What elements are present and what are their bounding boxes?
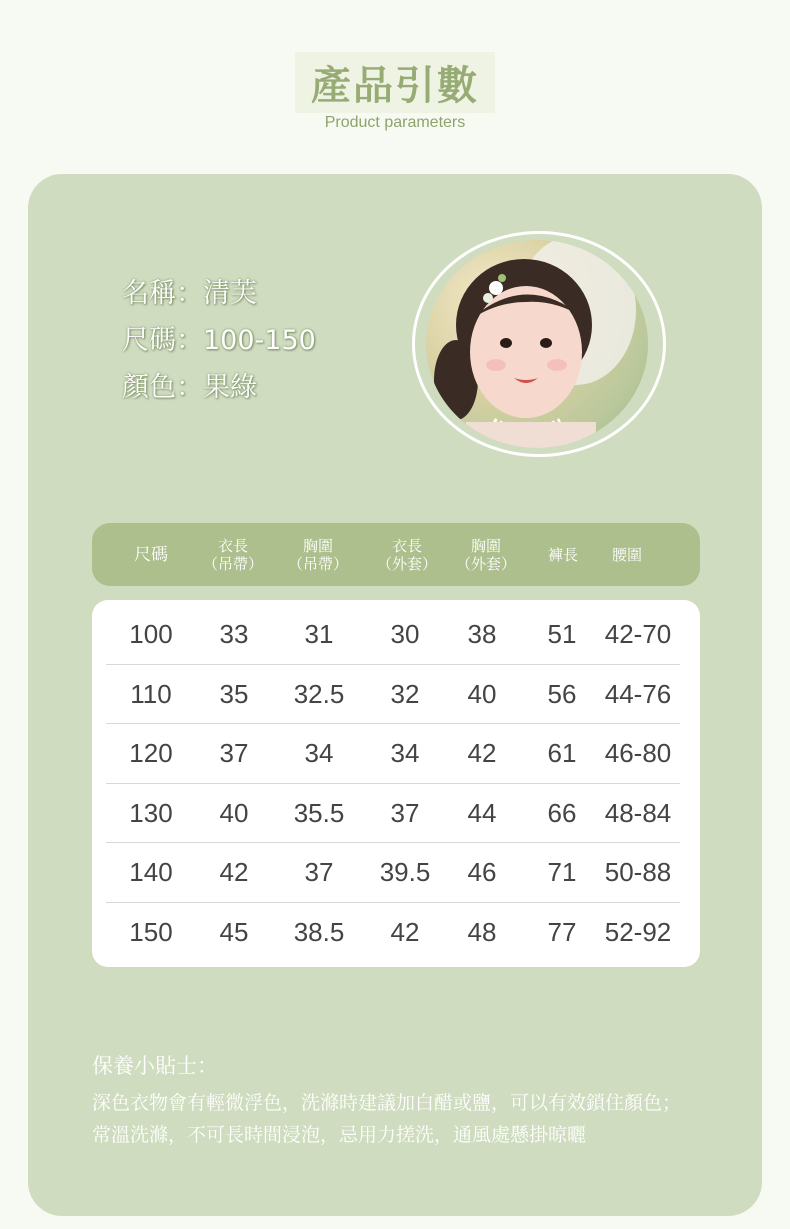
- cell-length-strap: 42: [219, 857, 249, 887]
- header-bust-strap: 胸圍 （吊帶）: [287, 536, 348, 573]
- header-waist: 腰圍: [611, 545, 642, 564]
- page-subtitle: Product parameters: [324, 114, 466, 131]
- page-title: 產品引數: [311, 63, 479, 109]
- header-length-jacket: 衣長 （外套）: [376, 536, 437, 573]
- cell-waist: 52-92: [604, 916, 672, 947]
- cell-pants-length: 56: [547, 678, 577, 709]
- cell-pants-length: 66: [547, 797, 577, 828]
- cell-bust-strap: 31: [304, 619, 334, 649]
- product-color: 顏色：果綠: [122, 372, 257, 403]
- product-name: 名稱：清芙: [122, 278, 257, 309]
- cell-bust-strap: 32.5: [293, 678, 345, 709]
- header-size: 尺碼: [134, 544, 168, 565]
- header-length-strap: 衣長 （吊帶）: [202, 536, 263, 573]
- header-pants-length: 褲長: [547, 545, 578, 564]
- cell-bust-jacket: 38: [467, 619, 497, 649]
- cell-bust-jacket: 40: [467, 678, 497, 709]
- cell-size: 150: [129, 916, 173, 947]
- table-row: [106, 843, 680, 903]
- table-row: [106, 784, 680, 844]
- cell-length-strap: 35: [219, 678, 249, 709]
- cell-length-strap: 40: [219, 797, 249, 828]
- cell-bust-jacket: 48: [467, 916, 497, 947]
- cell-length-jacket: 42: [390, 916, 420, 947]
- cell-length-strap: 37: [219, 738, 249, 768]
- table-row: [106, 665, 680, 725]
- cell-size: 130: [129, 797, 173, 828]
- table-row: [106, 903, 680, 963]
- product-info: [122, 270, 316, 411]
- care-tips-title: 保養小貼士：: [92, 1054, 218, 1078]
- cell-bust-jacket: 42: [467, 738, 497, 768]
- cell-bust-strap: 38.5: [293, 916, 345, 947]
- header-bust-jacket: 胸圍 （外套）: [455, 536, 516, 573]
- cell-waist: 46-80: [604, 738, 672, 768]
- cell-waist: 48-84: [604, 797, 672, 828]
- table-row: [106, 605, 680, 665]
- cell-size: 140: [129, 857, 173, 887]
- product-size-range: 尺碼：100-150: [122, 325, 316, 356]
- size-table-header: [92, 523, 700, 586]
- table-row: [106, 724, 680, 784]
- cell-bust-strap: 35.5: [293, 797, 345, 828]
- cell-bust-jacket: 44: [467, 797, 497, 828]
- title-background: [295, 52, 495, 113]
- care-tips-line-1: 深色衣物會有輕微浮色，洗滌時建議加白醋或鹽，可以有效鎖住顏色；: [92, 1092, 682, 1114]
- cell-bust-strap: 34: [304, 738, 334, 768]
- cell-size: 100: [129, 619, 173, 649]
- title-block: [0, 52, 790, 113]
- cell-length-jacket: 34: [390, 738, 420, 768]
- cell-bust-jacket: 46: [467, 857, 497, 887]
- cell-waist: 44-76: [604, 678, 672, 709]
- cell-length-strap: 45: [219, 916, 249, 947]
- cell-length-jacket: 39.5: [379, 857, 431, 887]
- cell-pants-length: 77: [547, 916, 577, 947]
- cell-waist: 50-88: [604, 857, 672, 887]
- cell-size: 120: [129, 738, 173, 768]
- cell-pants-length: 51: [547, 619, 577, 649]
- cell-bust-strap: 37: [304, 857, 334, 887]
- cell-pants-length: 71: [547, 857, 577, 887]
- cell-size: 110: [130, 678, 172, 709]
- cell-waist: 42-70: [604, 619, 672, 649]
- parameters-card: [28, 174, 762, 1216]
- cell-pants-length: 61: [547, 738, 577, 768]
- cell-length-strap: 33: [219, 619, 249, 649]
- cell-length-jacket: 30: [390, 619, 420, 649]
- cell-length-jacket: 37: [390, 797, 420, 828]
- size-table-body: [92, 600, 700, 967]
- model-illustration: [426, 240, 648, 448]
- cell-length-jacket: 32: [390, 678, 420, 709]
- model-photo: [426, 240, 648, 448]
- care-tips-line-2: 常溫洗滌，不可長時間浸泡，忌用力搓洗，通風處懸掛晾曬: [92, 1124, 587, 1146]
